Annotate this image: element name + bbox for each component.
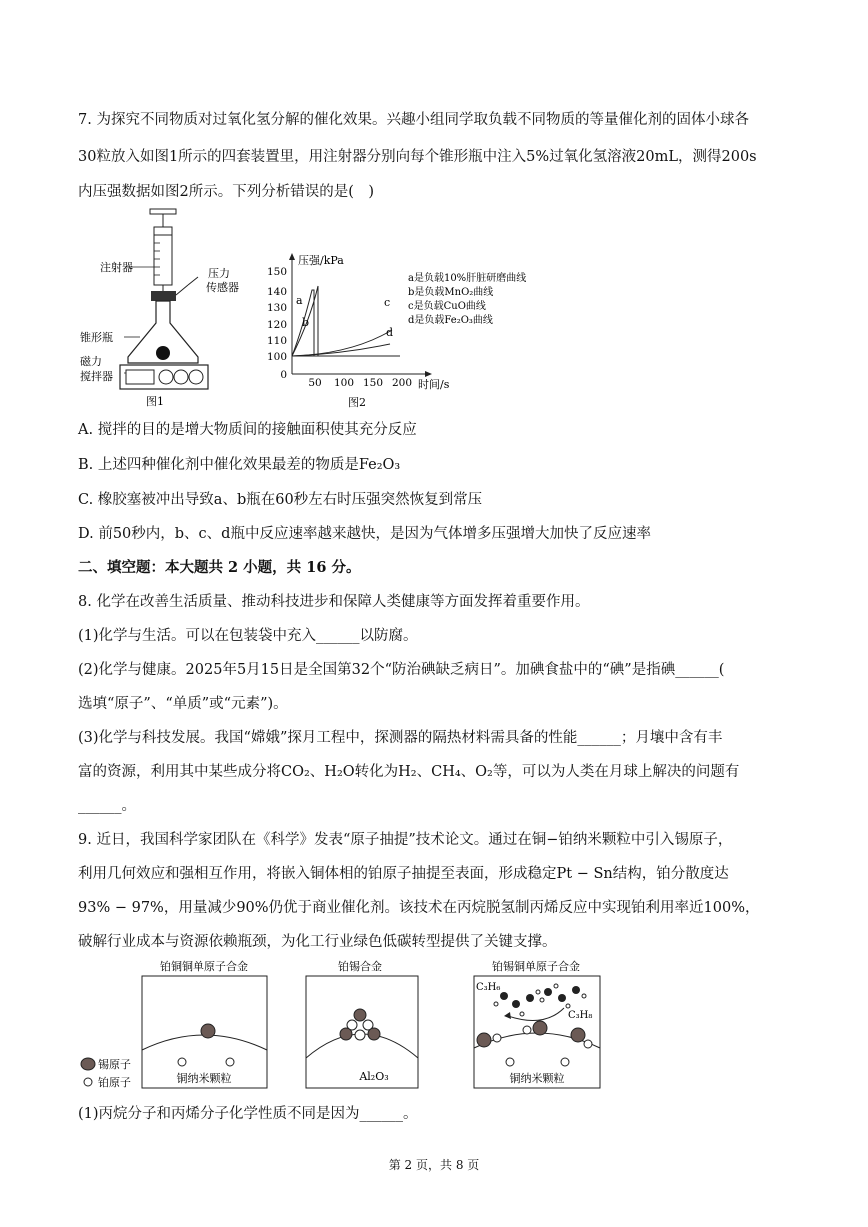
q9-line-4: 破解行业成本与资源依赖瓶颈，为化工行业绿色低碳转型提供了关键支撑。 <box>78 934 557 950</box>
panel-label-1: 铜纳米颗粒 <box>176 1072 232 1085</box>
figure-2-pressure-chart <box>262 250 542 410</box>
q9-line-3: 93% − 97%，用量减少90%仍优于商业催化剂。该技术在丙烷脱氢制丙烯反应中实现铂利用率近100%， <box>78 900 760 916</box>
q7-line-2: 30粒放入如图1所示的四套装置里，用注射器分别向每个锥形瓶中注入5%过氧化氢溶液20mL，测得200s <box>78 149 757 165</box>
section-heading: 二、填空题：本大题共 2 小题，共 16 分。 <box>78 559 361 576</box>
molecule-label-propene: C₃H₆ <box>476 982 501 993</box>
q8-part-3b: 富的资源，利用其中某些成分将CO₂、H₂O转化为H₂、CH₄、O₂等，可以为人类在月球上解决的问题有 <box>78 764 740 780</box>
q7-option-a: A. 搅拌的目的是增大物质间的接触面积使其充分反应 <box>78 422 417 438</box>
legend-pt-marker <box>84 1078 92 1086</box>
q9-part-1: (1)丙烷分子和丙烯分子化学性质不同是因为______。 <box>78 1106 418 1122</box>
x-tick: 100 <box>333 377 355 389</box>
legend-item: a是负载10%肝脏研磨曲线 <box>408 273 527 284</box>
molecule-propane <box>540 984 586 1008</box>
label-flask: 锥形瓶 <box>80 331 113 344</box>
panel-label-3: 铜纳米颗粒 <box>509 1072 565 1085</box>
molecule-label-propane: C₃H₈ <box>568 1010 593 1021</box>
legend-sn: 锡原子 <box>98 1058 131 1071</box>
q7-option-b: B. 上述四种催化剂中催化效果最差的物质是Fe₂O₃ <box>78 457 401 473</box>
y-tick: 0 <box>280 369 287 381</box>
q8-part-3a: (3)化学与科技发展。我国“嫦娥”探月工程中，探测器的隔热材料需具备的性能______；月壤中含有丰 <box>78 730 723 746</box>
y-tick: 130 <box>266 302 287 314</box>
label-stirrer-1: 磁力 <box>80 355 102 368</box>
x-axis-label: 时间/s <box>418 378 450 391</box>
y-tick: 150 <box>266 266 287 278</box>
curve-label-b: b <box>302 316 310 329</box>
curve-label-c: c <box>384 296 391 309</box>
legend-pt: 铂原子 <box>98 1076 131 1089</box>
x-tick: 200 <box>391 377 413 389</box>
syringe-barrel <box>154 227 172 285</box>
curve-label-d: d <box>386 326 394 339</box>
caption-fig2: 图2 <box>348 396 366 409</box>
caption-fig1: 图1 <box>146 395 164 408</box>
q7-option-d: D. 前50秒内，b、c、d瓶中反应速率越来越快，是因为气体增多压强增大加快了反应速率 <box>78 526 651 542</box>
x-tick: 50 <box>308 377 322 389</box>
legend-item: c是负载CuO曲线 <box>408 301 486 312</box>
panel-title-3: 铂锡铜单原子合金 <box>492 960 580 973</box>
figure-atom-extraction <box>78 958 608 1094</box>
syringe-plunger-top <box>150 209 176 214</box>
label-sensor-2: 传感器 <box>206 281 239 294</box>
y-tick: 110 <box>266 335 287 347</box>
legend-item: b是负载MnO₂曲线 <box>408 287 494 298</box>
q8-part-3c: ______。 <box>78 798 136 814</box>
q9-line-1: 9. 近日，我国科学家团队在《科学》发表“原子抽提”技术论文。通过在铜−铂纳米颗粒中引入锡原子， <box>78 832 733 848</box>
label-stirrer-2: 搅拌器 <box>80 370 113 383</box>
x-tick: 150 <box>362 377 384 389</box>
figure-1-apparatus <box>78 205 239 410</box>
panel-label-2: Al₂O₃ <box>359 1070 389 1083</box>
y-axis-label: 压强/kPa <box>298 254 344 267</box>
panel-title-2: 铂锡合金 <box>338 960 382 973</box>
label-syringe: 注射器 <box>100 261 133 274</box>
q8-part-2a: (2)化学与健康。2025年5月15日是全国第32个“防治碘缺乏病日”。加碘食盐中的“碘”是指碘______( <box>78 662 725 678</box>
rubber-stopper <box>151 291 176 301</box>
q9-line-2: 利用几何效应和强相互作用，将嵌入铜体相的铂原子抽提至表面，形成稳定Pt − Sn结构，铂分散度达 <box>78 866 729 882</box>
y-tick: 140 <box>266 286 287 298</box>
label-sensor-1: 压力 <box>208 267 230 280</box>
q7-line-1: 7. 为探究不同物质对过氧化氢分解的催化效果。兴趣小组同学取负载不同物质的等量催化剂的固体小球各 <box>78 112 749 128</box>
legend-item: d是负载Fe₂O₃曲线 <box>408 315 493 326</box>
y-tick: 120 <box>266 319 287 331</box>
page-footer: 第 2 页，共 8 页 <box>388 1158 480 1172</box>
panel-title-1: 铂铜铜单原子合金 <box>160 960 248 973</box>
q8-part-1: (1)化学与生活。可以在包装袋中充入______以防腐。 <box>78 628 418 644</box>
curve-label-a: a <box>296 294 303 307</box>
q7-option-c: C. 橡胶塞被冲出导致a、b瓶在60秒左右时压强突然恢复到常压 <box>78 492 483 508</box>
y-tick: 100 <box>266 351 287 363</box>
molecule-propene <box>494 990 540 1016</box>
q8-part-2b: 选填“原子”、“单质”或“元素”)。 <box>78 696 288 712</box>
q7-line-3: 内压强数据如图2所示。下列分析错误的是( ) <box>78 184 375 200</box>
legend-sn-marker <box>81 1058 95 1070</box>
catalyst-ball <box>156 346 170 360</box>
magnetic-stirrer <box>120 365 208 389</box>
q8-stem: 8. 化学在改善生活质量、推动科技进步和保障人类健康等方面发挥着重要作用。 <box>78 594 590 610</box>
